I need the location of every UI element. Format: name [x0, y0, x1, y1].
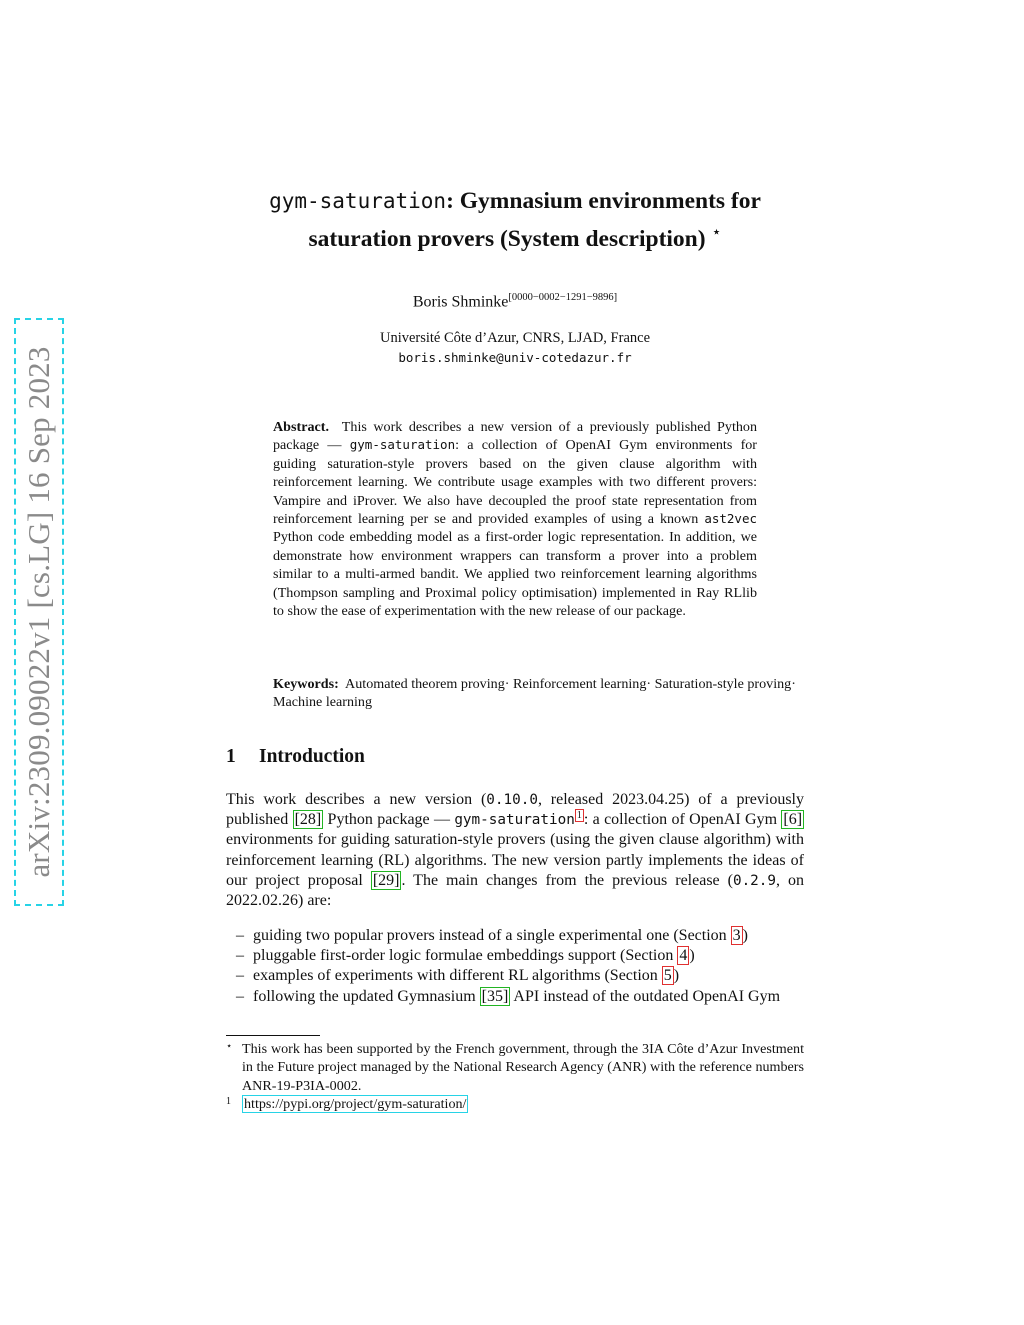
citation-6[interactable]: [6]: [783, 811, 803, 829]
keywords-label: Keywords:: [273, 676, 339, 692]
footnote-star-text: This work has been supported by the French government, through the 3IA Côte d’Azur Investment in the Future project managed by the National Research Agency (ANR) with the reference numbers ANR-19-P3IA-0002.: [242, 1041, 804, 1094]
changes-list: [236, 926, 816, 1007]
abstract-text-3: Python code embedding model as a first-order logic representation. In addition, we demonstrate how environment wrappers can transform a prover into a problem similar to a multi-armed bandit. We applied two reinforcement learning algorithms (Thompson sampling and Proximal policy optimisation) implemented in Ray RLlib to show the ease of experimentation with the new release of our package.: [273, 529, 757, 620]
section-title: Introduction: [259, 746, 365, 767]
section-ref-5[interactable]: 5: [663, 967, 672, 985]
footnotes: [226, 1040, 804, 1114]
intro-text-7: , on 2022.02.26) are:: [226, 871, 805, 910]
intro-old-version: 0.2.9: [732, 872, 777, 889]
citation-28[interactable]: [28]: [294, 811, 322, 829]
footnote-star: [226, 1040, 804, 1095]
abstract-code-name: ast2vec: [704, 511, 757, 527]
keywords: [273, 675, 803, 712]
intro-text-5: environments for guiding saturation-style provers (using the given clause algorithm) with reinforcement learning (RL) algorithms. The new version partly implements the ideas of our project proposal: [226, 831, 804, 889]
list-item-text: examples of experiments with different RL algorithms (Section: [253, 967, 662, 985]
intro-text-3: Python package —: [323, 811, 450, 829]
intro-package-name: gym-saturation: [454, 812, 575, 829]
citation-29[interactable]: [29]: [372, 871, 400, 889]
list-item: [236, 946, 816, 966]
title-line2: saturation provers (System description): [308, 225, 706, 252]
list-item-end: ): [673, 967, 680, 985]
title-line1: : Gymnasium environments for: [446, 188, 761, 214]
title-footnote-star[interactable]: ⋆: [711, 224, 722, 241]
abstract-package-name: gym-saturation: [349, 437, 456, 453]
section-number: 1: [226, 746, 236, 767]
list-item: [236, 966, 816, 986]
arxiv-identifier: arXiv:2309.09022v1 [cs.LG] 16 Sep 2023: [21, 346, 56, 878]
author-orcid: [0000−0002−1291−9896]: [508, 292, 618, 303]
author-email[interactable]: boris.shminke@univ-cotedazur.fr: [398, 350, 632, 365]
footnote-1: [226, 1095, 804, 1113]
section-heading: [226, 746, 365, 768]
footnote-1-symbol: 1: [226, 1096, 231, 1108]
keywords-text: Automated theorem proving· Reinforcement learning· Saturation-style proving· Machine learning: [273, 676, 796, 711]
intro-text-2: , released 2023.04.25) of a previously published: [226, 791, 805, 829]
paper-title: [200, 186, 830, 255]
abstract: [273, 418, 757, 620]
affiliation: Université Côte d’Azur, CNRS, LJAD, France: [379, 330, 651, 346]
list-item: [236, 987, 816, 1007]
abstract-text-1: This work describes a new version of a previously published Python package —: [273, 419, 757, 454]
citation-35[interactable]: [35]: [481, 987, 509, 1005]
author-name: Boris Shminke: [412, 293, 509, 311]
list-item-text: guiding two popular provers instead of a single experimental one (Section: [253, 927, 731, 944]
footnote-rule: [226, 1035, 320, 1036]
intro-version: 0.10.0: [486, 792, 538, 808]
author-line: [200, 292, 830, 311]
list-item-end: API instead of the outdated OpenAI Gym: [510, 987, 781, 1005]
list-item-end: ): [742, 927, 748, 944]
intro-text-4: : a collection of OpenAI Gym: [583, 811, 782, 829]
list-item-end: ): [689, 947, 695, 965]
title-package-name: gym-saturation: [269, 189, 447, 213]
list-item-text: pluggable first-order logic formulae embeddings support (Section: [253, 947, 678, 965]
intro-text-1: This work describes a new version (: [226, 791, 487, 808]
arxiv-side-stamp[interactable]: [14, 318, 64, 906]
intro-paragraph: [226, 790, 804, 911]
footnote-star-symbol: ⋆: [226, 1041, 233, 1052]
footnote-1-mark[interactable]: 1: [576, 809, 582, 821]
affiliation-block: [200, 329, 830, 367]
pypi-url-link[interactable]: https://pypi.org/project/gym-saturation/: [244, 1096, 467, 1113]
list-item: [236, 926, 816, 946]
intro-text-6: . The main changes from the previous release (: [401, 871, 733, 889]
section-ref-3[interactable]: 3: [732, 927, 741, 944]
section-ref-4[interactable]: 4: [679, 947, 688, 965]
abstract-label: Abstract.: [273, 419, 329, 435]
list-item-text: following the updated Gymnasium: [253, 987, 480, 1005]
abstract-text-2: : a collection of OpenAI Gym environments for guiding saturation-style provers based on the given clause algorithm with reinforcement learning. We contribute usage examples with two different provers: Vampire and iProver. We also have decoupled the proof state representation from reinforcement learning per se and provided examples of using a known: [273, 437, 757, 528]
